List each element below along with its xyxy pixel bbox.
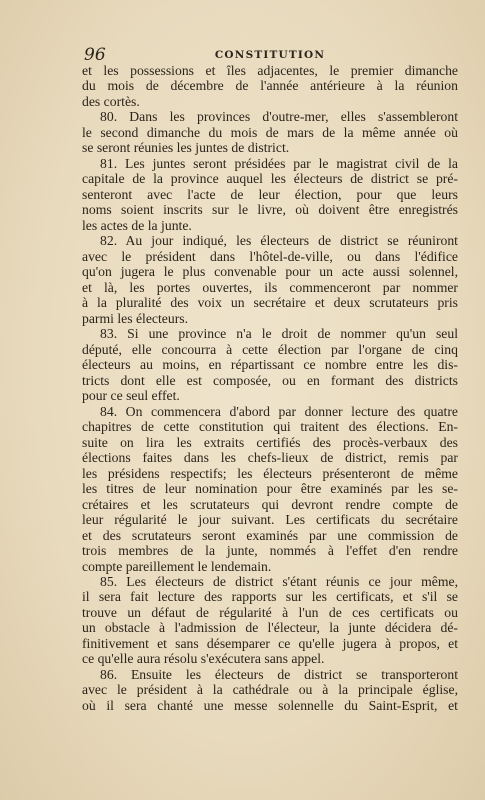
text-line: les actes de la junte. <box>82 217 192 233</box>
paragraph <box>82 326 458 403</box>
text-line: 81. Les juntes seront présidées par le magistrat civil de la <box>100 155 458 171</box>
text-line: senteront avec l'acte de leur élection, pour que leurs <box>82 186 458 202</box>
paragraph <box>82 63 458 109</box>
text-line: avec le président à la cathédrale ou à la principale église, <box>82 682 458 698</box>
text-line: noms soient inscrits sur le livre, où doivent être enregistrés <box>82 202 458 218</box>
text-line: crétaires et les scrutateurs qui devront rendre compte de <box>82 496 458 512</box>
page-number: 96 <box>84 45 106 65</box>
text-line: le second dimanche du mois de mars de la même année où <box>82 124 458 140</box>
text-line: avec le président dans l'hôtel-de-ville, ou dans l'édifice <box>82 248 458 264</box>
text-line: élections faites dans les chefs-lieux de district, remis par <box>82 450 458 466</box>
paragraph <box>82 667 458 713</box>
paragraph <box>82 404 458 574</box>
text-line: les présidens respectifs; les électeurs présenteront de même <box>82 465 458 481</box>
running-head: CONSTITUTION <box>214 49 326 61</box>
text-line: où il sera chanté une messe solennelle du Saint-Esprit, et <box>82 697 458 713</box>
text-line: suite on lira les extraits certifiés des procès-verbaux des <box>82 434 458 450</box>
text-line: électeurs au moins, en répartissant ce nombre entre les dis- <box>82 357 458 373</box>
body-text <box>82 63 458 713</box>
text-line: 86. Ensuite les électeurs de district se transporteront <box>100 666 458 682</box>
text-line: capitale de la province auquel les électeurs de district se pré- <box>82 171 458 187</box>
text-line: et là, les portes ouvertes, ils commenceront par nommer <box>82 279 458 295</box>
text-line: du mois de décembre de l'année antérieure à la réunion <box>82 78 458 94</box>
text-line: un obstacle à l'admission de l'électeur, la junte décidera dé- <box>82 620 458 636</box>
text-line: les titres de leur nomination pour être examinés par les se- <box>82 481 458 497</box>
text-line: et des scrutateurs seront examinés par une commission de <box>82 527 458 543</box>
text-line: 85. Les électeurs de district s'étant réunis ce jour même, <box>100 573 458 589</box>
text-line: et les possessions et îles adjacentes, le premier dimanche <box>82 63 458 78</box>
text-line: tricts dont elle est composée, ou en formant des districts <box>82 372 458 388</box>
text-line: 82. Au jour indiqué, les électeurs de district se réuniront <box>100 233 458 249</box>
text-line: pour ce seul effet. <box>82 388 180 404</box>
text-line: se seront réunies les juntes de district. <box>82 140 290 156</box>
text-line: trouve un défaut de régularité à l'un de ces certificats ou <box>82 604 458 620</box>
text-line: 84. On commencera d'abord par donner lecture des quatre <box>100 403 458 419</box>
text-line: parmi les électeurs. <box>82 310 189 326</box>
text-line: des cortès. <box>82 93 140 109</box>
text-line: qu'on jugera le plus convenable pour un acte aussi solennel, <box>82 264 458 280</box>
text-line: compte pareillement le lendemain. <box>82 558 272 574</box>
text-line: chapitres de cette constitution qui traitent des élections. En- <box>82 419 458 435</box>
text-line: 83. Si une province n'a le droit de nommer qu'un seul <box>100 326 458 342</box>
paragraph <box>82 109 458 155</box>
text-line: il sera fait lecture des rapports sur les certificats, et s'il se <box>82 589 458 605</box>
text-line: trois membres de la junte, nommés à l'effet d'en rendre <box>82 543 458 559</box>
text-line: leur régularité le jour suivant. Les certificats du secrétaire <box>82 512 458 528</box>
text-line: ce qu'elle aura résolu s'exécutera sans appel. <box>82 651 325 667</box>
paragraph <box>82 574 458 667</box>
paragraph <box>82 233 458 326</box>
text-line: 80. Dans les provinces d'outre-mer, elles s'assembleront <box>100 109 458 125</box>
text-line: finitivement et sans désemparer ce qu'elle jugera à propos, et <box>82 635 458 651</box>
text-line: député, elle concourra à cette élection par l'organe de cinq <box>82 341 458 357</box>
paragraph <box>82 156 458 233</box>
text-line: à la pluralité des voix un secrétaire et deux scrutateurs pris <box>82 295 458 311</box>
